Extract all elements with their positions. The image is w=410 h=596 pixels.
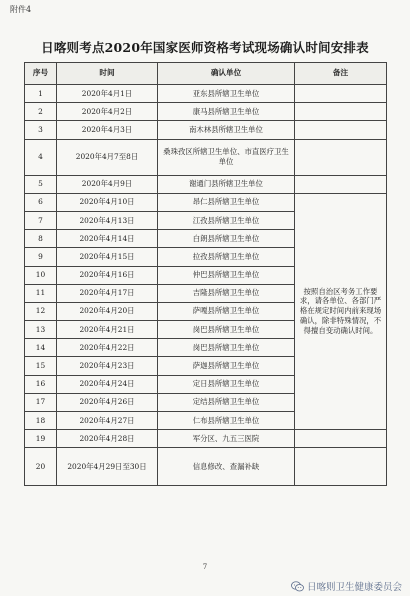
table-row bbox=[25, 448, 387, 486]
cell-date: 2020年4月23日 bbox=[57, 357, 158, 375]
cell-no: 18 bbox=[25, 412, 57, 430]
cell-unit: 信息修改、查漏补缺 bbox=[158, 448, 295, 486]
cell-date: 2020年4月13日 bbox=[57, 211, 158, 229]
cell-unit: 南木林县所辖卫生单位 bbox=[158, 121, 295, 139]
cell-unit: 仁布县所辖卫生单位 bbox=[158, 412, 295, 430]
cell-unit: 吉隆县所辖卫生单位 bbox=[158, 284, 295, 302]
cell-unit: 仲巴县所辖卫生单位 bbox=[158, 266, 295, 284]
cell-note-empty bbox=[295, 430, 387, 448]
cell-date: 2020年4月16日 bbox=[57, 266, 158, 284]
cell-unit: 岗巴县所辖卫生单位 bbox=[158, 321, 295, 339]
cell-date: 2020年4月14日 bbox=[57, 230, 158, 248]
cell-date: 2020年4月17日 bbox=[57, 284, 158, 302]
cell-note-empty bbox=[295, 103, 387, 121]
cell-no: 6 bbox=[25, 193, 57, 211]
watermark-text: 日喀则卫生健康委员会 bbox=[306, 582, 402, 593]
cell-unit: 定结县所辖卫生单位 bbox=[158, 393, 295, 411]
table-row bbox=[25, 139, 387, 175]
cell-no: 19 bbox=[25, 430, 57, 448]
cell-unit: 谢通门县所辖卫生单位 bbox=[158, 175, 295, 193]
cell-unit: 军分区、九五三医院 bbox=[158, 430, 295, 448]
table-row bbox=[25, 85, 387, 103]
cell-unit: 拉孜县所辖卫生单位 bbox=[158, 248, 295, 266]
cell-no: 15 bbox=[25, 357, 57, 375]
cell-unit: 岗巴县所辖卫生单位 bbox=[158, 339, 295, 357]
table-row bbox=[25, 193, 387, 211]
cell-date: 2020年4月21日 bbox=[57, 321, 158, 339]
cell-date: 2020年4月9日 bbox=[57, 175, 158, 193]
page-title: 日喀则考点2020年国家医师资格考试现场确认时间安排表 bbox=[41, 40, 369, 55]
header-date: 时间 bbox=[57, 63, 158, 85]
cell-no: 20 bbox=[25, 448, 57, 486]
cell-no: 14 bbox=[25, 339, 57, 357]
page-number: 7 bbox=[202, 563, 208, 571]
wechat-icon bbox=[291, 581, 304, 592]
cell-no: 2 bbox=[25, 103, 57, 121]
cell-no: 8 bbox=[25, 230, 57, 248]
cell-no: 5 bbox=[25, 175, 57, 193]
table-row bbox=[25, 121, 387, 139]
cell-unit: 桑珠孜区所辖卫生单位、市直医疗卫生单位 bbox=[158, 139, 295, 175]
cell-no: 12 bbox=[25, 302, 57, 320]
cell-no: 3 bbox=[25, 121, 57, 139]
table-header-row bbox=[25, 63, 387, 85]
cell-no: 13 bbox=[25, 321, 57, 339]
cell-unit: 定日县所辖卫生单位 bbox=[158, 375, 295, 393]
cell-no: 9 bbox=[25, 248, 57, 266]
cell-unit: 江孜县所辖卫生单位 bbox=[158, 211, 295, 229]
header-note: 备注 bbox=[295, 63, 387, 85]
cell-note-empty bbox=[295, 139, 387, 175]
note-cell: 按照自治区考务工作要求，请各单位、各部门严格在规定时间内前来现场确认，除非特殊情况，不得擅自变动确认时间。 bbox=[295, 193, 387, 429]
cell-date: 2020年4月29日至30日 bbox=[57, 448, 158, 486]
attachment-label: 附件4 bbox=[10, 5, 32, 14]
cell-no: 17 bbox=[25, 393, 57, 411]
cell-no: 10 bbox=[25, 266, 57, 284]
cell-date: 2020年4月20日 bbox=[57, 302, 158, 320]
schedule-table bbox=[24, 62, 387, 486]
cell-date: 2020年4月28日 bbox=[57, 430, 158, 448]
cell-unit: 昂仁县所辖卫生单位 bbox=[158, 193, 295, 211]
cell-date: 2020年4月24日 bbox=[57, 375, 158, 393]
cell-unit: 萨迦县所辖卫生单位 bbox=[158, 357, 295, 375]
cell-note-empty bbox=[295, 85, 387, 103]
cell-unit: 白朗县所辖卫生单位 bbox=[158, 230, 295, 248]
cell-date: 2020年4月2日 bbox=[57, 103, 158, 121]
table-row bbox=[25, 430, 387, 448]
cell-date: 2020年4月3日 bbox=[57, 121, 158, 139]
cell-no: 1 bbox=[25, 85, 57, 103]
cell-unit: 亚东县所辖卫生单位 bbox=[158, 85, 295, 103]
cell-unit: 萨嘎县所辖卫生单位 bbox=[158, 302, 295, 320]
cell-note-empty bbox=[295, 448, 387, 486]
cell-no: 16 bbox=[25, 375, 57, 393]
watermark bbox=[291, 579, 402, 593]
header-unit: 确认单位 bbox=[158, 63, 295, 85]
cell-unit: 康马县所辖卫生单位 bbox=[158, 103, 295, 121]
table-row bbox=[25, 103, 387, 121]
cell-no: 11 bbox=[25, 284, 57, 302]
table-row bbox=[25, 175, 387, 193]
cell-date: 2020年4月1日 bbox=[57, 85, 158, 103]
cell-note-empty bbox=[295, 121, 387, 139]
cell-date: 2020年4月26日 bbox=[57, 393, 158, 411]
cell-no: 7 bbox=[25, 211, 57, 229]
cell-date: 2020年4月10日 bbox=[57, 193, 158, 211]
cell-date: 2020年4月27日 bbox=[57, 412, 158, 430]
cell-date: 2020年4月15日 bbox=[57, 248, 158, 266]
cell-no: 4 bbox=[25, 139, 57, 175]
cell-note-empty bbox=[295, 175, 387, 193]
cell-date: 2020年4月22日 bbox=[57, 339, 158, 357]
cell-date: 2020年4月7至8日 bbox=[57, 139, 158, 175]
header-no: 序号 bbox=[25, 63, 57, 85]
